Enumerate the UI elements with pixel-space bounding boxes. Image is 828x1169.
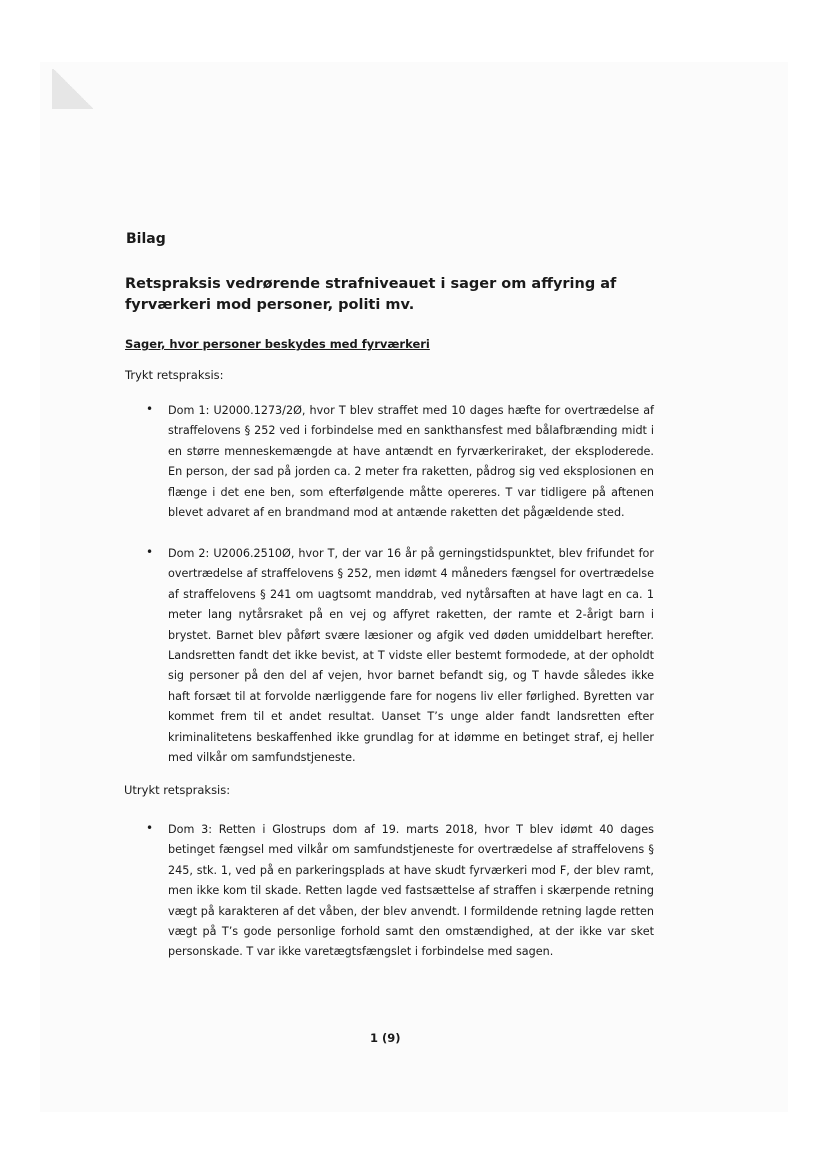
case-3-text: Dom 3: Retten i Glostrups dom af 19. marts 2018, hvor T blev idømt 40 dages betinget fængsel med vilkår om samfundstjeneste for overtrædelse af straffelovens § 245, stk. 1, ved på en parkeringsplads at have skudt fyrværkeri mod F, der blev ramt, men ikke kom til skade. Retten lagde ved fastsættelse af straffen i skærpende retning vægt på karakteren af det våben, der blev anvendt. I formildende retning lagde retten vægt på T’s gode personlige forhold samt den omstændighed, at der ikke var sket personskade. T var ikke varetægtsfængslet i forbindelse med sagen.: [168, 823, 654, 959]
unprinted-case-law-label: Utrykt retspraksis:: [124, 783, 231, 797]
document-title: Retspraksis vedrørende strafniveauet i sager om affyring af fyrværkeri mod personer, politi mv.: [125, 276, 617, 313]
section-heading: Sager, hvor personer beskydes med fyrværkeri: [125, 337, 430, 351]
case-1-text: Dom 1: U2000.1273/2Ø, hvor T blev straffet med 10 dages hæfte for overtrædelse af straffelovens § 252 ved i forbindelse med en sankthansfest med bålafbrænding midt i en større menneskemængde at have antændt en fyrværkeriraket, der eksploderede. En person, der sad på jorden ca. 2 meter fra raketten, pådrog sig ved eksplosionen en flænge i det ene ben, som efterfølgende måtte opereres. T var tidligere på aftenen blevet advaret af en brandmand mod at antænde raketten det pågældende sted.: [168, 404, 654, 520]
page-number: 1 (9): [370, 1031, 401, 1045]
bullet-case-2: •: [146, 545, 154, 559]
bullet-case-3: •: [146, 821, 154, 835]
bullet-case-1: •: [146, 402, 154, 416]
heading-bilag: Bilag: [126, 231, 166, 247]
printed-case-law-label: Trykt retspraksis:: [125, 368, 224, 382]
folded-corner-mark: [52, 69, 95, 109]
case-2-text: Dom 2: U2006.2510Ø, hvor T, der var 16 år på gerningstidspunktet, blev frifundet for overtrædelse af straffelovens § 252, men idømt 4 måneders fængsel for overtrædelse af straffelovens § 241 om uagtsomt manddrab, ved nytårsaften at have lagt en ca. 1 meter lang nytårsraket på en vej og affyret raketten, der ramte et 2-årigt barn i brystet. Barnet blev påført svære læsioner og afgik ved døden umiddelbart herefter. Landsretten fandt det ikke bevist, at T vidste eller bestemt formodede, at der opholdt sig personer på den del af vejen, hvor barnet befandt sig, og T havde således ikke haft forsæt til at forvolde nærliggende fare for nogens liv eller førlighed. Byretten var kommet frem til et andet resultat. Uanset T’s unge alder fandt landsretten efter kriminalitetens beskaffenhed ikke grundlag for at idømme en betinget straf, ej heller med vilkår om samfundstjeneste.: [168, 547, 654, 765]
